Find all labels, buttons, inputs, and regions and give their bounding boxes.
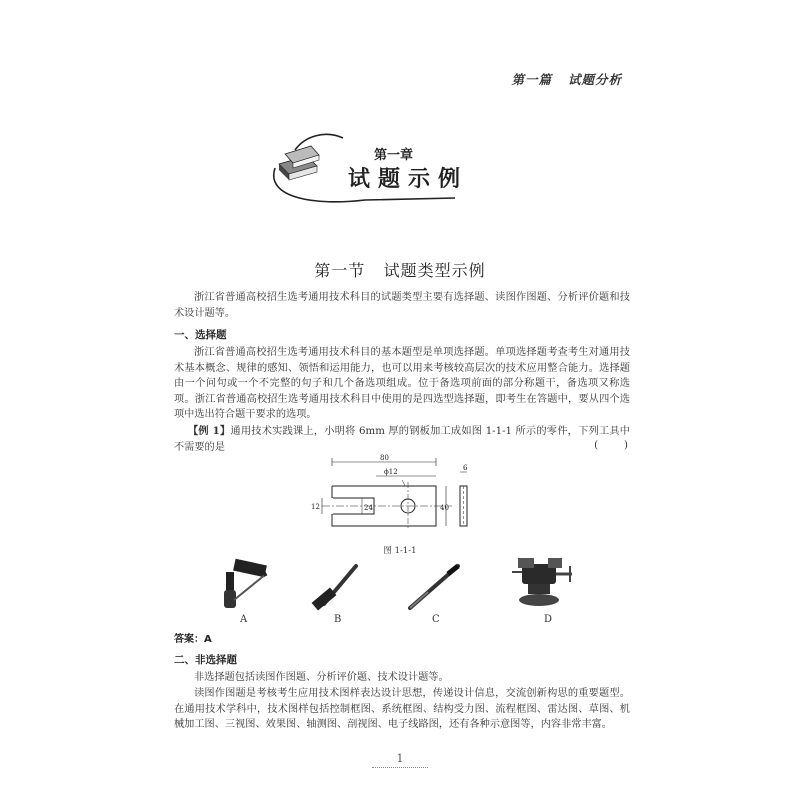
bench-vise-icon <box>508 550 574 612</box>
thickness-dimension: 6 <box>463 464 468 472</box>
section-title: 第一节 试题类型示例 <box>314 261 486 280</box>
books-icon <box>279 146 319 180</box>
answer-text: 答案：A <box>174 634 212 645</box>
figure-caption: 图 1-1-1 <box>383 546 417 556</box>
option-b-label: B <box>334 614 342 625</box>
technical-drawing <box>308 452 488 542</box>
footer-rule <box>372 767 428 768</box>
non-choice-para-2: 读图作图题是考核考生应用技术图样表达设计思想，传递设计信息，交流创新构思的重要题型。在通用技术学科中，技术图样包括控制框图、系统框图、结构受力图、流程框图、雷达图、草图、机械加工图、三视图、效果图、轴测图、剖视图、电子线路图，还有各种示意图等，内容非常丰富。 <box>174 688 630 731</box>
width-dimension: 80 <box>380 454 389 462</box>
page-number: 1 <box>396 752 404 765</box>
part-header: 第一篇 试题分析 <box>511 72 622 87</box>
option-d-label: D <box>544 614 553 625</box>
option-c-label: C <box>432 614 440 625</box>
hammer-icon <box>310 560 362 612</box>
example-label: 【例 1】 <box>188 425 231 437</box>
intro-paragraph: 浙江省普通高校招生选考通用技术科目的试题类型主要有选择题、读图作图题、分析评价题和技术设计题等。 <box>174 292 630 319</box>
part-height-dimension: 40 <box>440 504 449 512</box>
slot-dimension: 24 <box>364 504 373 512</box>
answer-paren: ( ) <box>594 440 628 451</box>
example-text: 通用技术实践课上，小明将 6mm 厚的钢板加工成如图 1-1-1 所示的零件，下列工具中不需要的是 <box>174 426 630 453</box>
option-a-label: A <box>240 614 248 625</box>
height-dimension: 12 <box>311 503 320 511</box>
hacksaw-icon <box>218 556 276 612</box>
example-question <box>174 424 630 455</box>
hole-dimension: ϕ12 <box>384 468 398 476</box>
non-choice-para-1: 非选择题包括读图作图题、分析评价题、技术设计题等。 <box>194 672 449 683</box>
choice-body: 浙江省普通高校招生选考通用技术科目的基本题型是单项选择题。单项选择题考查考生对通用技术基本概念、规律的感知、领悟和运用能力，也可以用来考核较高层次的技术应用整合能力。选择题由一个问句或一个不完整的句子和几个备选项组成。位于备选项前面的部分称题干，备选项又称选项。浙江省普通高校招生选考通用技术科目中使用的是四选型选择题，即考生在答题中，要从四个选项中选出符合题干要求的选项。 <box>174 347 630 421</box>
choice-heading: 一、选择题 <box>174 329 227 341</box>
non-choice-heading: 二、非选择题 <box>174 654 237 666</box>
chapter-title: 试题示例 <box>348 166 469 192</box>
chapter-number: 第一章 <box>374 148 414 163</box>
scriber-icon <box>404 560 464 612</box>
